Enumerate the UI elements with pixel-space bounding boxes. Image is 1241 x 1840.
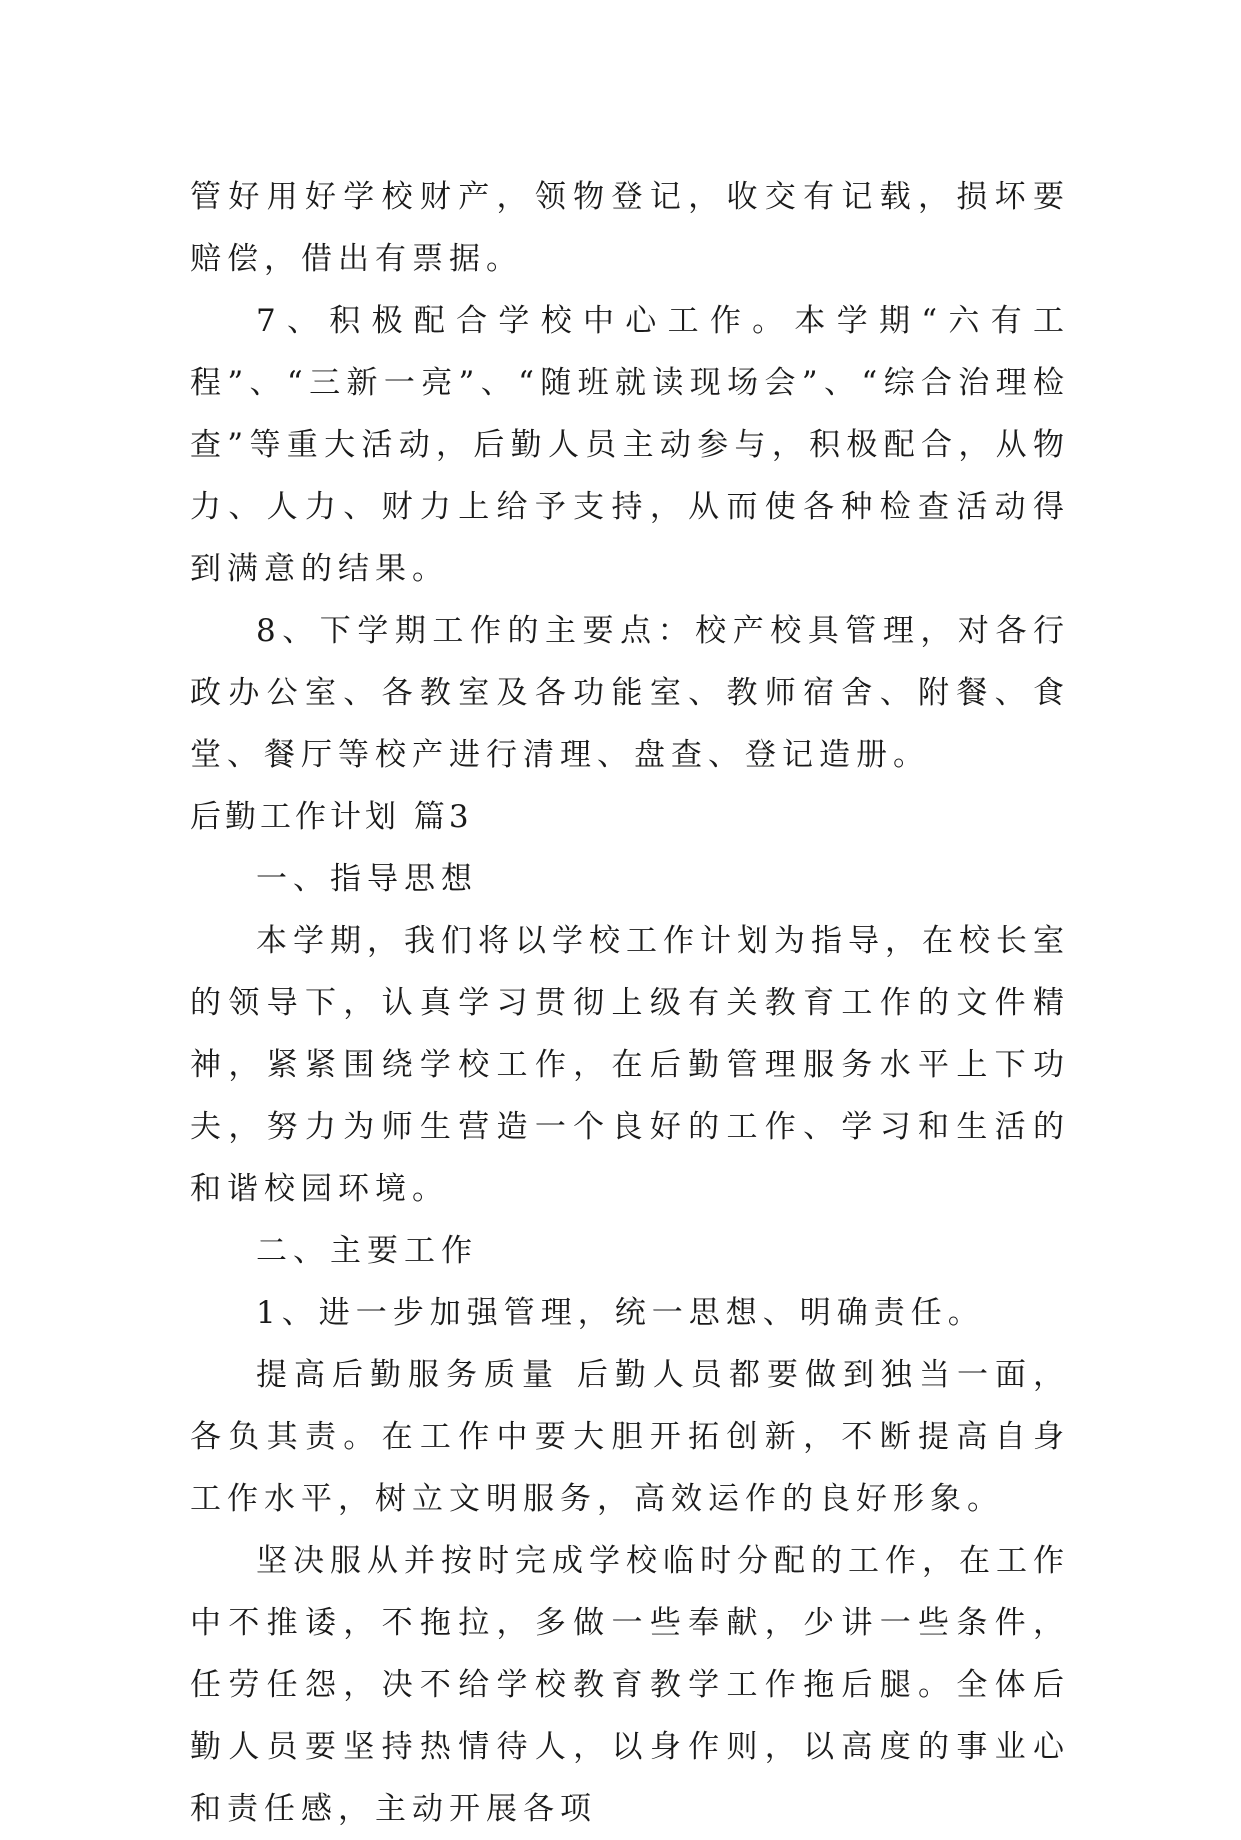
paragraph-obey-assignments: 坚决服从并按时完成学校临时分配的工作，在工作中不推诿，不拖拉，多做一些奉献，少讲一些条件，任劳任怨，决不给学校教育教学工作拖后腿。全体后勤人员要坚持热情待人，以身作则，以高度的事业心和责任感，主动开展各项 (190, 1543, 1070, 1827)
paragraph-item-1: 1、进一步加强管理，统一思想、明确责任。 (256, 1295, 985, 1331)
paragraph-guiding-ideology: 本学期，我们将以学校工作计划为指导，在校长室的领导下，认真学习贯彻上级有关教育工作的文件精神，紧紧围绕学校工作，在后勤管理服务水平上下功夫，努力为师生营造一个良好的工作、学习和生活的和谐校园环境。 (190, 923, 1070, 1207)
heading-main-work: 二、主要工作 (256, 1233, 478, 1269)
paragraph-property-management: 管好用好学校财产，领物登记，收交有记载，损坏要赔偿，借出有票据。 (190, 179, 1070, 277)
paragraph-item-7: 7、积极配合学校中心工作。本学期“六有工程”、“三新一亮”、“随班就读现场会”、“综合治理检查”等重大活动，后勤人员主动参与，积极配合，从物力、人力、财力上给予支持，从而使各种检查活动得到满意的结果。 (190, 303, 1070, 587)
heading-guiding-ideology: 一、指导思想 (256, 861, 478, 897)
paragraph-service-quality: 提高后勤服务质量 后勤人员都要做到独当一面，各负其责。在工作中要大胆开拓创新，不断提高自身工作水平，树立文明服务，高效运作的良好形象。 (190, 1357, 1070, 1517)
document-body (190, 166, 1070, 1840)
paragraph-item-8: 8、下学期工作的主要点：校产校具管理，对各行政办公室、各教室及各功能室、教师宿舍、附餐、食堂、餐厅等校产进行清理、盘查、登记造册。 (190, 613, 1070, 773)
section-title: 后勤工作计划 篇3 (190, 799, 473, 835)
